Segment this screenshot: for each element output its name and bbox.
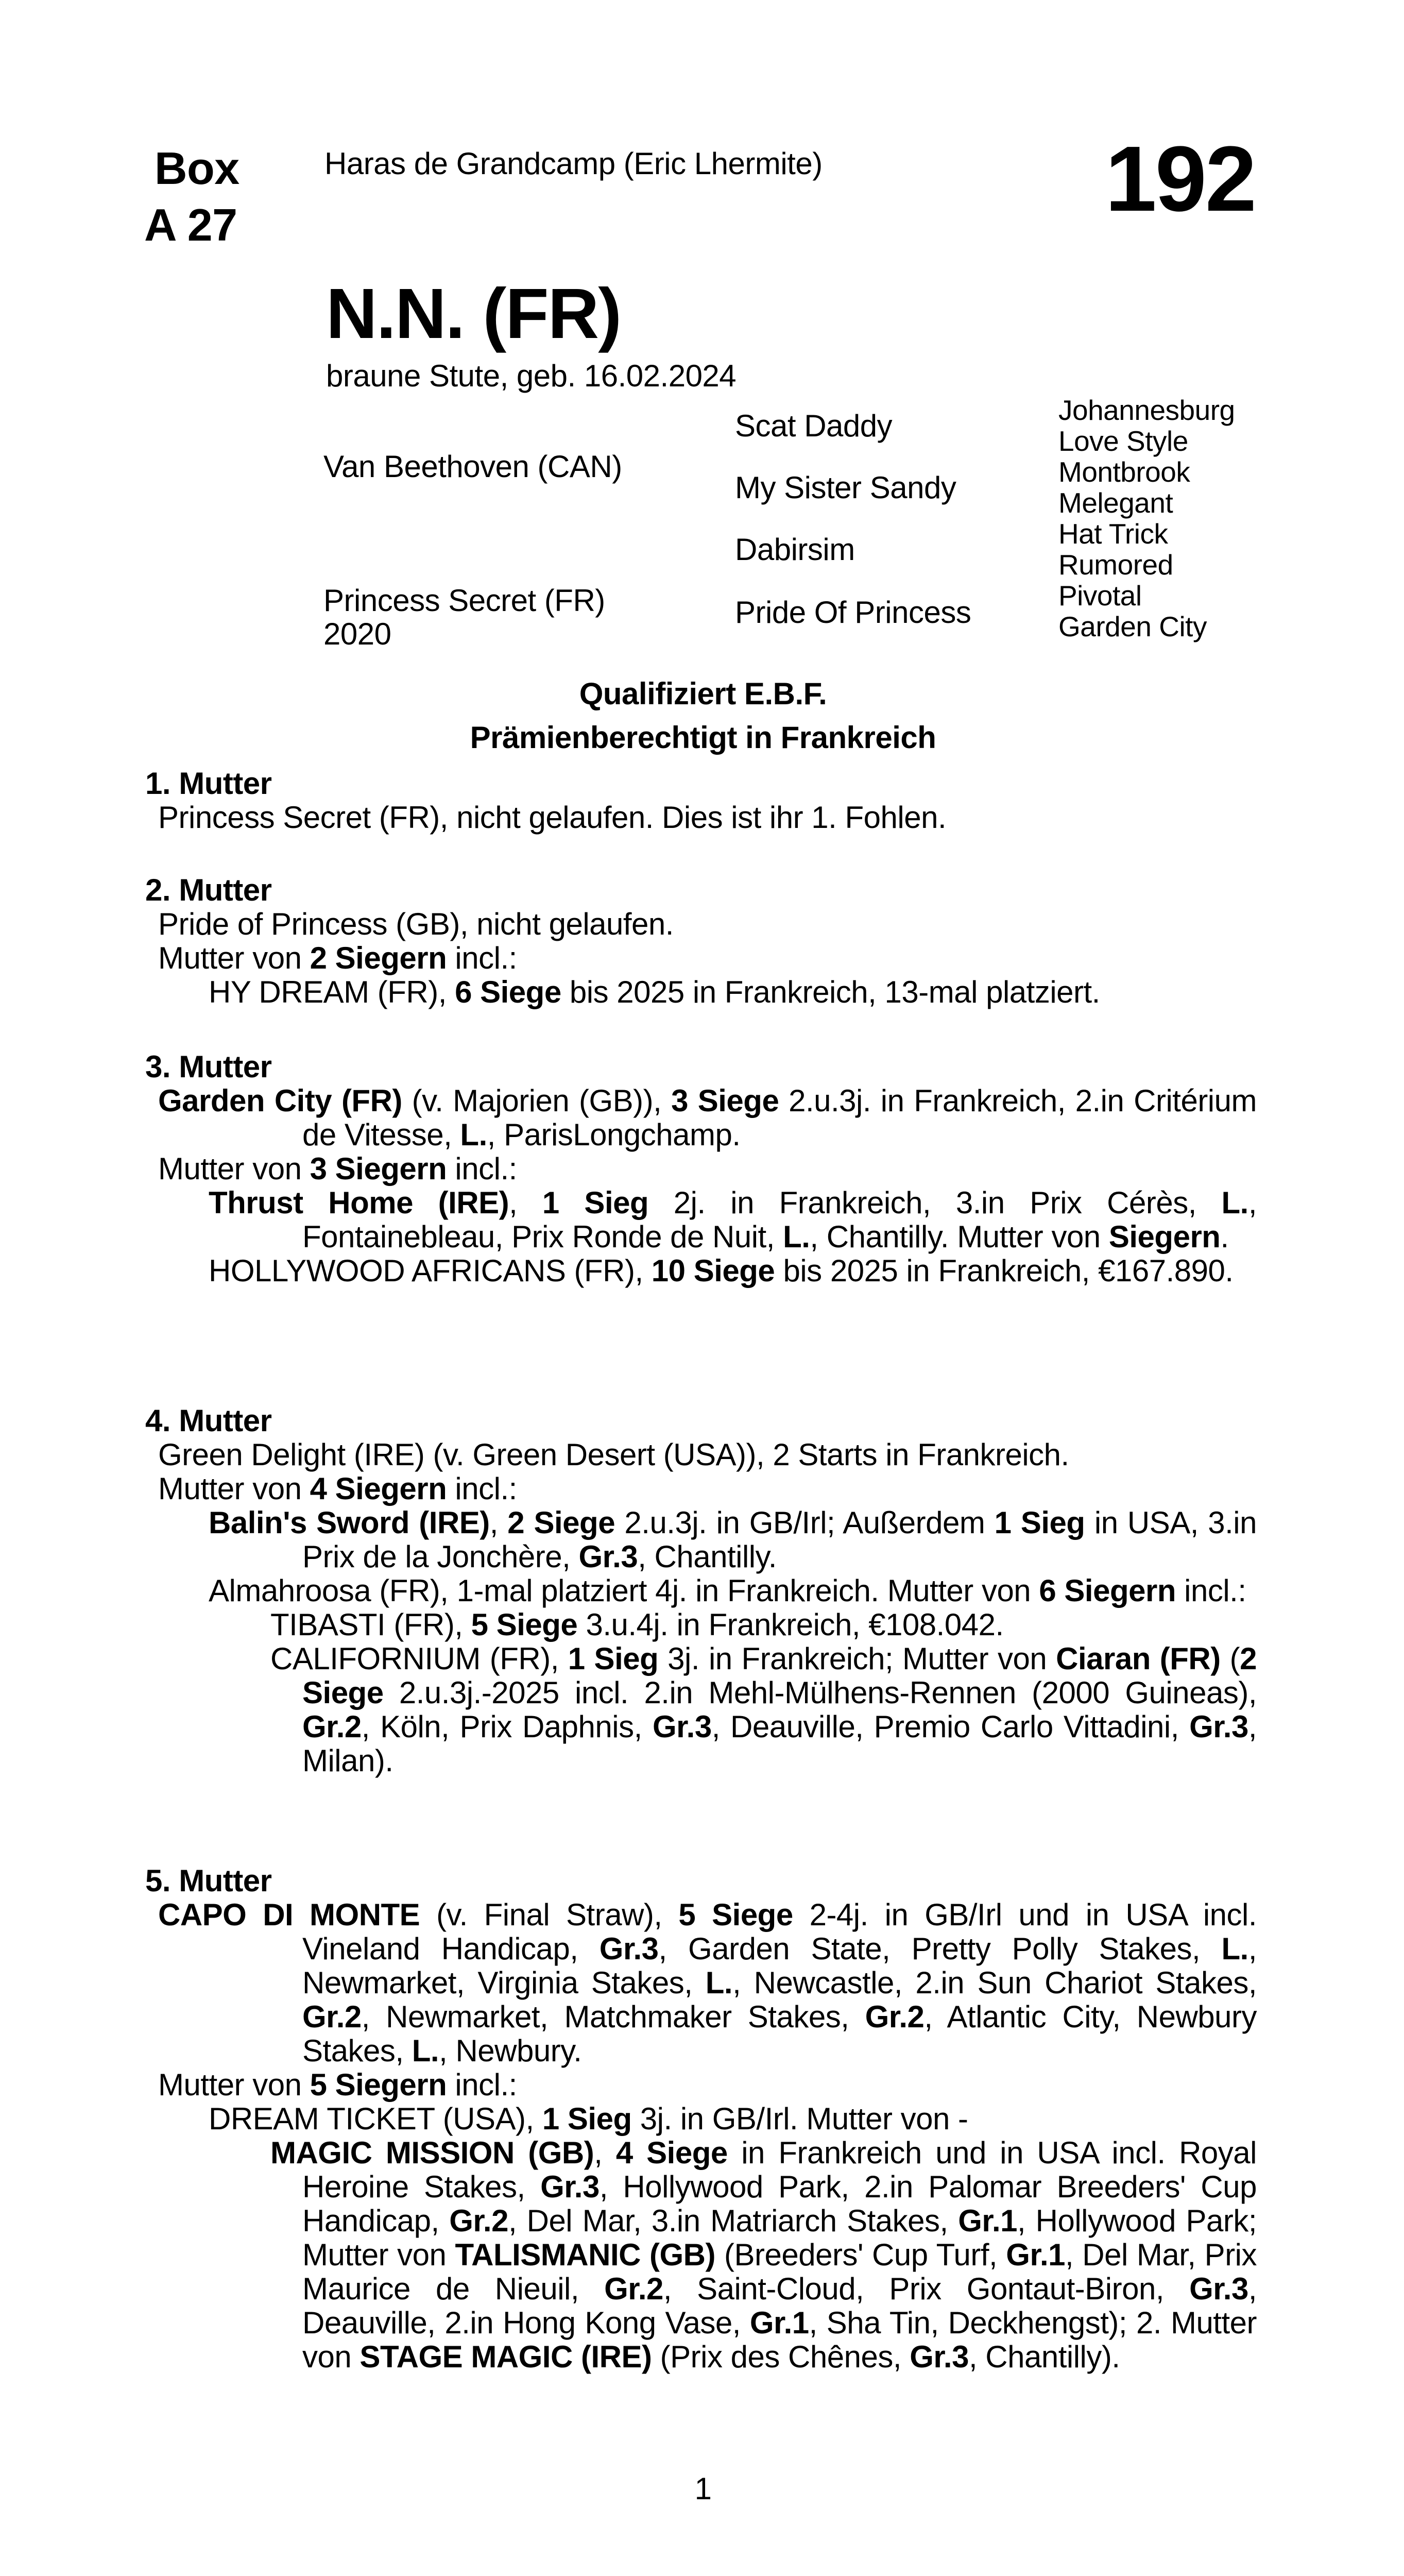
section-heading: 3. Mutter	[145, 1049, 272, 1084]
qualification-line: Prämienberechtigt in Frankreich	[470, 720, 936, 755]
text-run: , Atlantic City, Newbury Stakes,	[302, 1999, 1257, 2068]
pedigree-paragraph	[149, 1254, 1257, 1288]
text-run: Gr.2	[865, 1999, 924, 2034]
box-label: Box	[155, 143, 239, 194]
text-run: 1 Sieg	[542, 2102, 632, 2136]
text-run: Pride of Princess (GB), nicht gelaufen.	[158, 907, 674, 941]
text-run: incl.:	[447, 1151, 517, 1186]
text-run: Ciaran (FR)	[1056, 1641, 1221, 1676]
text-run: 5 Siege	[471, 1607, 578, 1642]
text-run: 1 Sieg	[568, 1641, 659, 1676]
pedigree-dam-sire: Dabirsim	[735, 532, 855, 567]
pedigree-sire-dam: My Sister Sandy	[735, 470, 956, 505]
text-run: Balin's Sword (IRE)	[209, 1505, 490, 1540]
text-run: , Newmarket, Virginia Stakes,	[302, 1931, 1257, 2000]
pedigree-paragraph	[149, 1152, 1257, 1186]
text-run: , Newbury.	[439, 2033, 582, 2068]
pedigree-paragraph	[149, 2136, 1257, 2374]
text-run: 2.u.3j.-2025 incl. 2.in Mehl-Mülhens-Rennen (2000 Guineas),	[383, 1675, 1257, 1710]
text-run: 3 Siege	[671, 1083, 779, 1118]
pedigree-sire-sire: Scat Daddy	[735, 409, 893, 443]
pedigree-ancestor: Johannesburg	[1058, 394, 1235, 426]
pedigree-paragraph	[149, 2068, 1257, 2102]
section-heading: 4. Mutter	[145, 1403, 272, 1438]
text-run: , Fontainebleau, Prix Ronde de Nuit,	[302, 1185, 1257, 1254]
text-run: HY DREAM (FR),	[209, 975, 455, 1009]
text-run: , Chantilly.	[638, 1539, 777, 1574]
pedigree-dam-dam: Pride Of Princess	[735, 595, 971, 630]
text-run: (Prix des Chênes,	[652, 2340, 910, 2374]
pedigree-dam	[323, 584, 605, 651]
text-run: Gr.3	[578, 1539, 638, 1574]
text-run: , Köln, Prix Daphnis,	[361, 1709, 653, 1744]
pedigree-generation-3	[1058, 395, 1235, 642]
text-run: 4 Siege	[615, 2136, 728, 2170]
pedigree-paragraph	[149, 1898, 1257, 2068]
page-number: 1	[694, 2471, 712, 2506]
text-run: 6 Siegern	[1039, 1573, 1176, 1608]
text-run: Mutter von	[158, 941, 310, 975]
horse-name: N.N. (FR)	[326, 274, 621, 353]
qualification-line: Qualifiziert E.B.F.	[579, 676, 827, 711]
consignor-name: Haras de Grandcamp (Eric Lhermite)	[324, 146, 823, 181]
text-run: 6 Siege	[455, 975, 561, 1009]
section-heading: 5. Mutter	[145, 1863, 272, 1898]
text-run: (v. Majorien (GB)),	[402, 1083, 672, 1118]
text-run: 2.u.3j. in GB/Irl; Außerdem	[615, 1505, 995, 1540]
text-run: ,	[489, 1505, 508, 1540]
text-run: , Deauville, 2.in Hong Kong Vase,	[302, 2272, 1257, 2340]
text-run: Gr.1	[749, 2306, 809, 2340]
text-run: 10 Siege	[651, 1253, 775, 1288]
text-run: , Chantilly. Mutter von	[810, 1219, 1109, 1254]
text-run: TALISMANIC (GB)	[455, 2238, 715, 2272]
pedigree-ancestor: Garden City	[1058, 611, 1207, 642]
text-run: 2.u.3j. in Frankreich, 2.in Critérium de Vitesse,	[302, 1083, 1257, 1152]
pedigree-paragraph	[149, 1642, 1257, 1778]
text-run: 2-4j. in GB/Irl und in USA incl. Vineland Handicap,	[302, 1897, 1257, 1966]
pedigree-paragraph	[149, 1186, 1257, 1254]
text-run: , Hollywood Park, 2.in Palomar Breeders' Cup Handicap,	[302, 2170, 1257, 2238]
text-run: in Frankreich und in USA incl. Royal Heroine Stakes,	[302, 2136, 1257, 2204]
text-run: 4 Siegern	[310, 1471, 447, 1506]
text-run: incl.:	[447, 1471, 517, 1506]
text-run: Thrust Home (IRE)	[209, 1185, 509, 1220]
text-run: , Del Mar, 3.in Matriarch Stakes,	[508, 2204, 958, 2238]
pedigree-paragraph	[149, 2102, 1257, 2136]
pedigree-paragraph	[149, 941, 1257, 975]
text-run: Green Delight (IRE) (v. Green Desert (USA)), 2 Starts in Frankreich.	[158, 1437, 1069, 1472]
text-run: Gr.3	[1189, 1709, 1248, 1744]
text-run: 5 Siegern	[310, 2067, 447, 2102]
pedigree-paragraph	[149, 1472, 1257, 1506]
text-run: 5 Siege	[678, 1897, 793, 1932]
text-run: 3j. in Frankreich; Mutter von	[658, 1641, 1056, 1676]
mare-section	[145, 1863, 1257, 2374]
text-run: bis 2025 in Frankreich, €167.890.	[775, 1253, 1234, 1288]
text-run: Gr.3	[652, 1709, 712, 1744]
pedigree-paragraph	[149, 1438, 1257, 1472]
text-run: incl.:	[447, 941, 517, 975]
text-run: incl.:	[447, 2067, 517, 2102]
text-run: Garden City (FR)	[158, 1083, 402, 1118]
text-run: bis 2025 in Frankreich, 13-mal platziert.	[561, 975, 1100, 1009]
text-run: L.	[412, 2033, 439, 2068]
text-run: 2j. in Frankreich, 3.in Prix Cérès,	[648, 1185, 1222, 1220]
text-run: Gr.1	[958, 2204, 1017, 2238]
pedigree-ancestor: Hat Trick	[1058, 518, 1168, 550]
text-run: MAGIC MISSION (GB)	[270, 2136, 594, 2170]
pedigree-ancestor: Montbrook	[1058, 456, 1190, 488]
text-run: Gr.2	[302, 1709, 362, 1744]
text-run: DREAM TICKET (USA),	[209, 2102, 542, 2136]
text-run: Mutter von	[158, 1471, 310, 1506]
pedigree-dam-year: 2020	[323, 617, 391, 651]
pedigree-paragraph	[149, 801, 1257, 835]
text-run: Gr.3	[1189, 2272, 1248, 2306]
text-run: STAGE MAGIC (IRE)	[359, 2340, 652, 2374]
text-run: , Garden State, Pretty Polly Stakes,	[658, 1931, 1222, 1966]
pedigree-sire: Van Beethoven (CAN)	[323, 449, 622, 484]
pedigree-paragraph	[149, 1084, 1257, 1152]
text-run: 3 Siegern	[310, 1151, 447, 1186]
pedigree-paragraph	[149, 907, 1257, 941]
text-run: 1 Sieg	[994, 1505, 1085, 1540]
pedigree-paragraph	[149, 1608, 1257, 1642]
text-run: , ParisLongchamp.	[487, 1117, 741, 1152]
text-run: Gr.3	[910, 2340, 969, 2374]
text-run: TIBASTI (FR),	[270, 1607, 471, 1642]
pedigree-ancestor: Love Style	[1058, 425, 1188, 457]
text-run: Siegern	[1108, 1219, 1221, 1254]
text-run: 1 Sieg	[542, 1185, 649, 1220]
text-run: ,	[594, 2136, 616, 2170]
text-run: Gr.2	[604, 2272, 663, 2306]
section-heading: 1. Mutter	[145, 766, 272, 801]
text-run: Gr.3	[540, 2170, 600, 2204]
text-run: Almahroosa (FR), 1-mal platziert 4j. in Frankreich. Mutter von	[209, 1573, 1039, 1608]
mare-section	[145, 1403, 1257, 1778]
text-run: 2 Siege	[507, 1505, 615, 1540]
text-run: L.	[705, 1965, 733, 2000]
pedigree-paragraph	[149, 1574, 1257, 1608]
pedigree-paragraph	[149, 1506, 1257, 1574]
text-run: , Sha Tin, Deckhengst); 2. Mutter von	[302, 2306, 1257, 2374]
mare-section	[145, 766, 1257, 835]
text-run: incl.:	[1175, 1573, 1246, 1608]
text-run: , Del Mar, Prix Maurice de Nieuil,	[302, 2238, 1257, 2306]
text-run: , Hollywood Park; Mutter von	[302, 2204, 1257, 2272]
text-run: Gr.2	[302, 1999, 362, 2034]
mare-section	[145, 873, 1257, 1009]
text-run: , Deauville, Premio Carlo Vittadini,	[711, 1709, 1190, 1744]
text-run: 2 Siegern	[310, 941, 447, 975]
text-run: CAPO DI MONTE	[158, 1897, 420, 1932]
pedigree-dam-name: Princess Secret (FR)	[323, 583, 605, 618]
text-run: CALIFORNIUM (FR),	[270, 1641, 568, 1676]
text-run: L.	[783, 1219, 810, 1254]
horse-description: braune Stute, geb. 16.02.2024	[326, 359, 737, 393]
pedigree-ancestor: Melegant	[1058, 487, 1173, 519]
text-run: 3j. in GB/Irl. Mutter von -	[631, 2102, 968, 2136]
text-run: Mutter von	[158, 1151, 310, 1186]
text-run: Gr.3	[599, 1931, 659, 1966]
box-number: A 27	[144, 199, 237, 250]
text-run: , Newcastle, 2.in Sun Chariot Stakes,	[732, 1965, 1257, 2000]
text-run: Princess Secret (FR), nicht gelaufen. Dies ist ihr 1. Fohlen.	[158, 800, 947, 835]
text-run: , Milan).	[302, 1709, 1257, 1778]
text-run: ,	[509, 1185, 542, 1220]
text-run: HOLLYWOOD AFRICANS (FR),	[209, 1253, 652, 1288]
text-run: (	[1220, 1641, 1240, 1676]
text-run: (Breeders' Cup Turf,	[715, 2238, 1006, 2272]
lot-number: 192	[1105, 127, 1255, 231]
text-run: 3.u.4j. in Frankreich, €108.042.	[577, 1607, 1004, 1642]
text-run: in USA, 3.in Prix de la Jonchère,	[302, 1505, 1257, 1574]
text-run: , Newmarket, Matchmaker Stakes,	[361, 1999, 865, 2034]
pedigree-ancestor: Pivotal	[1058, 580, 1142, 612]
text-run: L.	[460, 1117, 487, 1152]
text-run: 2 Siege	[302, 1641, 1257, 1710]
text-run: Gr.1	[1006, 2238, 1066, 2272]
text-run: L.	[1221, 1185, 1248, 1220]
pedigree-paragraph	[149, 975, 1257, 1009]
text-run: L.	[1221, 1931, 1248, 1966]
text-run: (v. Final Straw),	[420, 1897, 679, 1932]
text-run: Mutter von	[158, 2067, 310, 2102]
mare-section	[145, 1049, 1257, 1288]
text-run: , Saint-Cloud, Prix Gontaut-Biron,	[663, 2272, 1190, 2306]
text-run: , Chantilly).	[968, 2340, 1120, 2374]
text-run: .	[1220, 1219, 1229, 1254]
text-run: Gr.2	[449, 2204, 508, 2238]
section-heading: 2. Mutter	[145, 873, 272, 907]
pedigree-ancestor: Rumored	[1058, 549, 1173, 581]
